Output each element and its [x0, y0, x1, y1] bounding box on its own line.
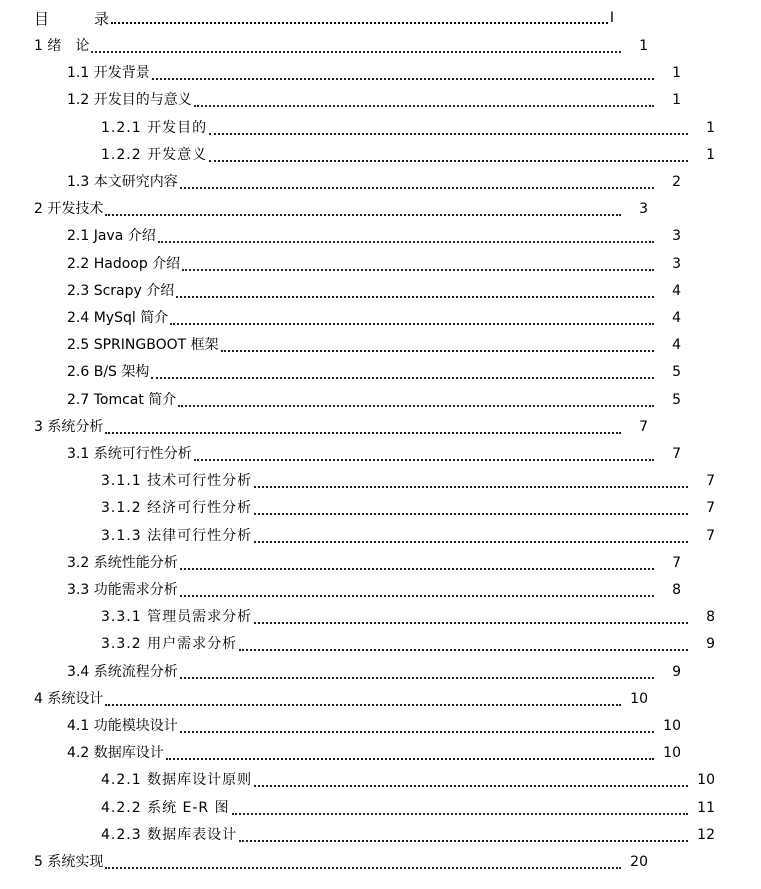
toc-entry[interactable] — [0, 225, 727, 247]
toc-entry[interactable] — [0, 715, 727, 737]
dot-leader — [180, 595, 654, 597]
toc-entry-page: 4 — [672, 310, 681, 326]
toc-entry-page: 10 — [697, 772, 715, 789]
toc-entry-label: 2 开发技术 — [34, 201, 104, 218]
toc-entry-page: 4 — [672, 282, 681, 299]
toc-entry[interactable] — [0, 171, 727, 193]
toc-entry[interactable] — [0, 117, 761, 139]
toc-entry-page: 3 — [672, 228, 681, 245]
toc-entry[interactable] — [0, 470, 761, 492]
toc-entry-page: 5 — [672, 391, 681, 408]
dot-leader — [180, 187, 654, 189]
toc-heading-right: 录 — [94, 9, 110, 28]
dot-leader — [182, 269, 654, 271]
toc-entry-page: 1 — [706, 119, 715, 136]
toc-entry-label: 3.1 系统可行性分析 — [67, 446, 192, 462]
toc-entry-label: 1.1 开发背景 — [67, 65, 150, 82]
toc-entry[interactable] — [0, 851, 694, 873]
toc-entry[interactable] — [0, 280, 727, 302]
toc-entry[interactable] — [0, 35, 694, 57]
toc-entry-label: 2.7 Tomcat 简介 — [67, 391, 177, 408]
toc-entry-label: 4.1 功能模块设计 — [67, 718, 178, 734]
toc-entry-page: 2 — [672, 174, 681, 190]
toc-entry-page: 7 — [672, 446, 681, 462]
toc-entry-label: 4.2.2 系统 E-R 图 — [101, 799, 230, 816]
toc-entry-page: 7 — [706, 500, 715, 517]
toc-entry-label: 4 系统设计 — [34, 690, 104, 707]
toc-entry-page: 4 — [672, 337, 681, 354]
toc-entry-label: 1 绪 论 — [34, 38, 90, 54]
toc-entry[interactable] — [0, 361, 727, 383]
dot-leader — [180, 677, 654, 679]
toc-entry[interactable] — [0, 606, 761, 628]
toc-entry-label: 3.4 系统流程分析 — [67, 663, 178, 680]
toc-entry[interactable] — [0, 443, 727, 465]
toc-entry-label: 3.1.2 经济可行性分析 — [101, 500, 253, 517]
toc-entry[interactable] — [0, 579, 727, 601]
toc-entry-label: 1.2 开发目的与意义 — [67, 92, 192, 109]
dot-leader — [91, 51, 621, 53]
dot-leader — [209, 133, 688, 135]
dot-leader — [105, 432, 621, 434]
toc-entry-page: 1 — [706, 146, 715, 163]
dot-leader — [254, 486, 688, 488]
dot-leader — [152, 78, 654, 80]
toc-entry-label: 3.3.2 用户需求分析 — [101, 636, 238, 653]
toc-entry[interactable] — [0, 552, 727, 574]
toc-entry[interactable] — [0, 89, 727, 111]
dot-leader — [180, 731, 654, 733]
toc-entry[interactable] — [0, 389, 727, 411]
toc-entry-label: 3.1.3 法律可行性分析 — [101, 527, 253, 544]
toc-entry-label: 2.4 MySql 简介 — [67, 310, 169, 326]
toc-entry-page: 10 — [663, 745, 681, 762]
toc-entry[interactable] — [0, 661, 727, 683]
dot-leader — [232, 813, 688, 815]
dot-leader — [194, 105, 654, 107]
toc-entry-label: 2.2 Hadoop 介绍 — [67, 255, 181, 272]
dot-leader — [105, 704, 621, 706]
toc-entry[interactable] — [0, 62, 727, 84]
toc-entry-label: 5 系统实现 — [34, 854, 104, 870]
toc-entry[interactable] — [0, 688, 694, 710]
toc-entry-page: 20 — [630, 854, 648, 870]
toc-entry-label: 1.3 本文研究内容 — [67, 174, 178, 190]
toc-entry-page: 7 — [706, 527, 715, 544]
dot-leader — [239, 649, 688, 651]
toc-entry-label: 3.2 系统性能分析 — [67, 554, 178, 571]
dot-leader — [105, 214, 621, 216]
toc-entry-page: 9 — [672, 663, 681, 680]
dot-leader — [194, 459, 654, 461]
dot-leader — [209, 160, 688, 162]
toc-entry[interactable] — [0, 198, 694, 220]
dot-leader — [254, 622, 688, 624]
toc-entry[interactable] — [0, 334, 727, 356]
toc-entry-label: 3 系统分析 — [34, 418, 104, 435]
toc-entry[interactable] — [0, 307, 727, 329]
toc-entry[interactable] — [0, 824, 761, 846]
toc-entry-label: 1.2.2 开发意义 — [101, 146, 208, 163]
toc-entry-page: 9 — [706, 636, 715, 653]
toc-entry-label: 4.2.1 数据库设计原则 — [101, 772, 253, 789]
dot-leader — [254, 513, 688, 515]
dot-leader — [239, 840, 688, 842]
dot-leader — [180, 568, 654, 570]
toc-entry-page: 10 — [663, 718, 681, 734]
toc-entry-label: 3.3 功能需求分析 — [67, 582, 178, 598]
toc-entry-page: 3 — [639, 201, 648, 218]
toc-entry[interactable] — [0, 742, 727, 764]
toc-entry-page: 11 — [697, 799, 715, 816]
toc-entry-label: 3.1.1 技术可行性分析 — [101, 473, 253, 490]
toc-heading-left: 目 — [34, 9, 50, 28]
dot-leader — [158, 241, 654, 243]
toc-entry[interactable] — [0, 769, 761, 791]
toc-entry[interactable] — [0, 416, 694, 438]
toc-entry[interactable] — [0, 633, 761, 655]
dot-leader — [178, 405, 654, 407]
toc-entry-page: 8 — [672, 582, 681, 598]
toc-entry-page: 7 — [706, 473, 715, 490]
toc-entry-label: 2.5 SPRINGBOOT 框架 — [67, 337, 219, 354]
toc-entry-label: 4.2 数据库设计 — [67, 745, 164, 762]
toc-entry-page: 12 — [697, 826, 715, 843]
toc-entry[interactable] — [0, 497, 761, 519]
dot-leader — [221, 350, 654, 352]
toc-entry-page: 1 — [672, 65, 681, 82]
toc-entry[interactable] — [0, 253, 727, 275]
dot-leader — [254, 541, 688, 543]
toc-entry-page: 8 — [706, 609, 715, 626]
toc-entry-label: 2.6 B/S 架构 — [67, 364, 150, 381]
toc-entry-page: 1 — [639, 38, 648, 54]
toc-entry[interactable] — [0, 797, 761, 819]
dot-leader — [254, 785, 688, 787]
toc-heading-page: I — [609, 10, 614, 26]
toc-entry[interactable] — [0, 525, 761, 547]
dot-leader — [166, 758, 654, 760]
toc-entry-page: 7 — [672, 554, 681, 571]
toc-entry-label: 1.2.1 开发目的 — [101, 119, 208, 136]
toc-entry-page: 3 — [672, 255, 681, 272]
toc-entry-label: 3.3.1 管理员需求分析 — [101, 609, 253, 626]
toc-entry-page: 1 — [672, 92, 681, 109]
dot-leader — [170, 323, 654, 325]
toc-entry-page: 7 — [639, 418, 648, 435]
toc-heading — [34, 8, 614, 28]
dot-leader — [111, 22, 608, 24]
toc-entry-label: 2.1 Java 介绍 — [67, 228, 156, 245]
toc-entry-label: 2.3 Scrapy 介绍 — [67, 282, 175, 299]
toc-entry-page: 10 — [630, 690, 648, 707]
toc-entry-page: 5 — [672, 364, 681, 381]
dot-leader — [105, 867, 621, 869]
toc-entry[interactable] — [0, 144, 761, 166]
dot-leader — [151, 377, 654, 379]
dot-leader — [176, 296, 654, 298]
toc-entry-label: 4.2.3 数据库表设计 — [101, 826, 238, 843]
